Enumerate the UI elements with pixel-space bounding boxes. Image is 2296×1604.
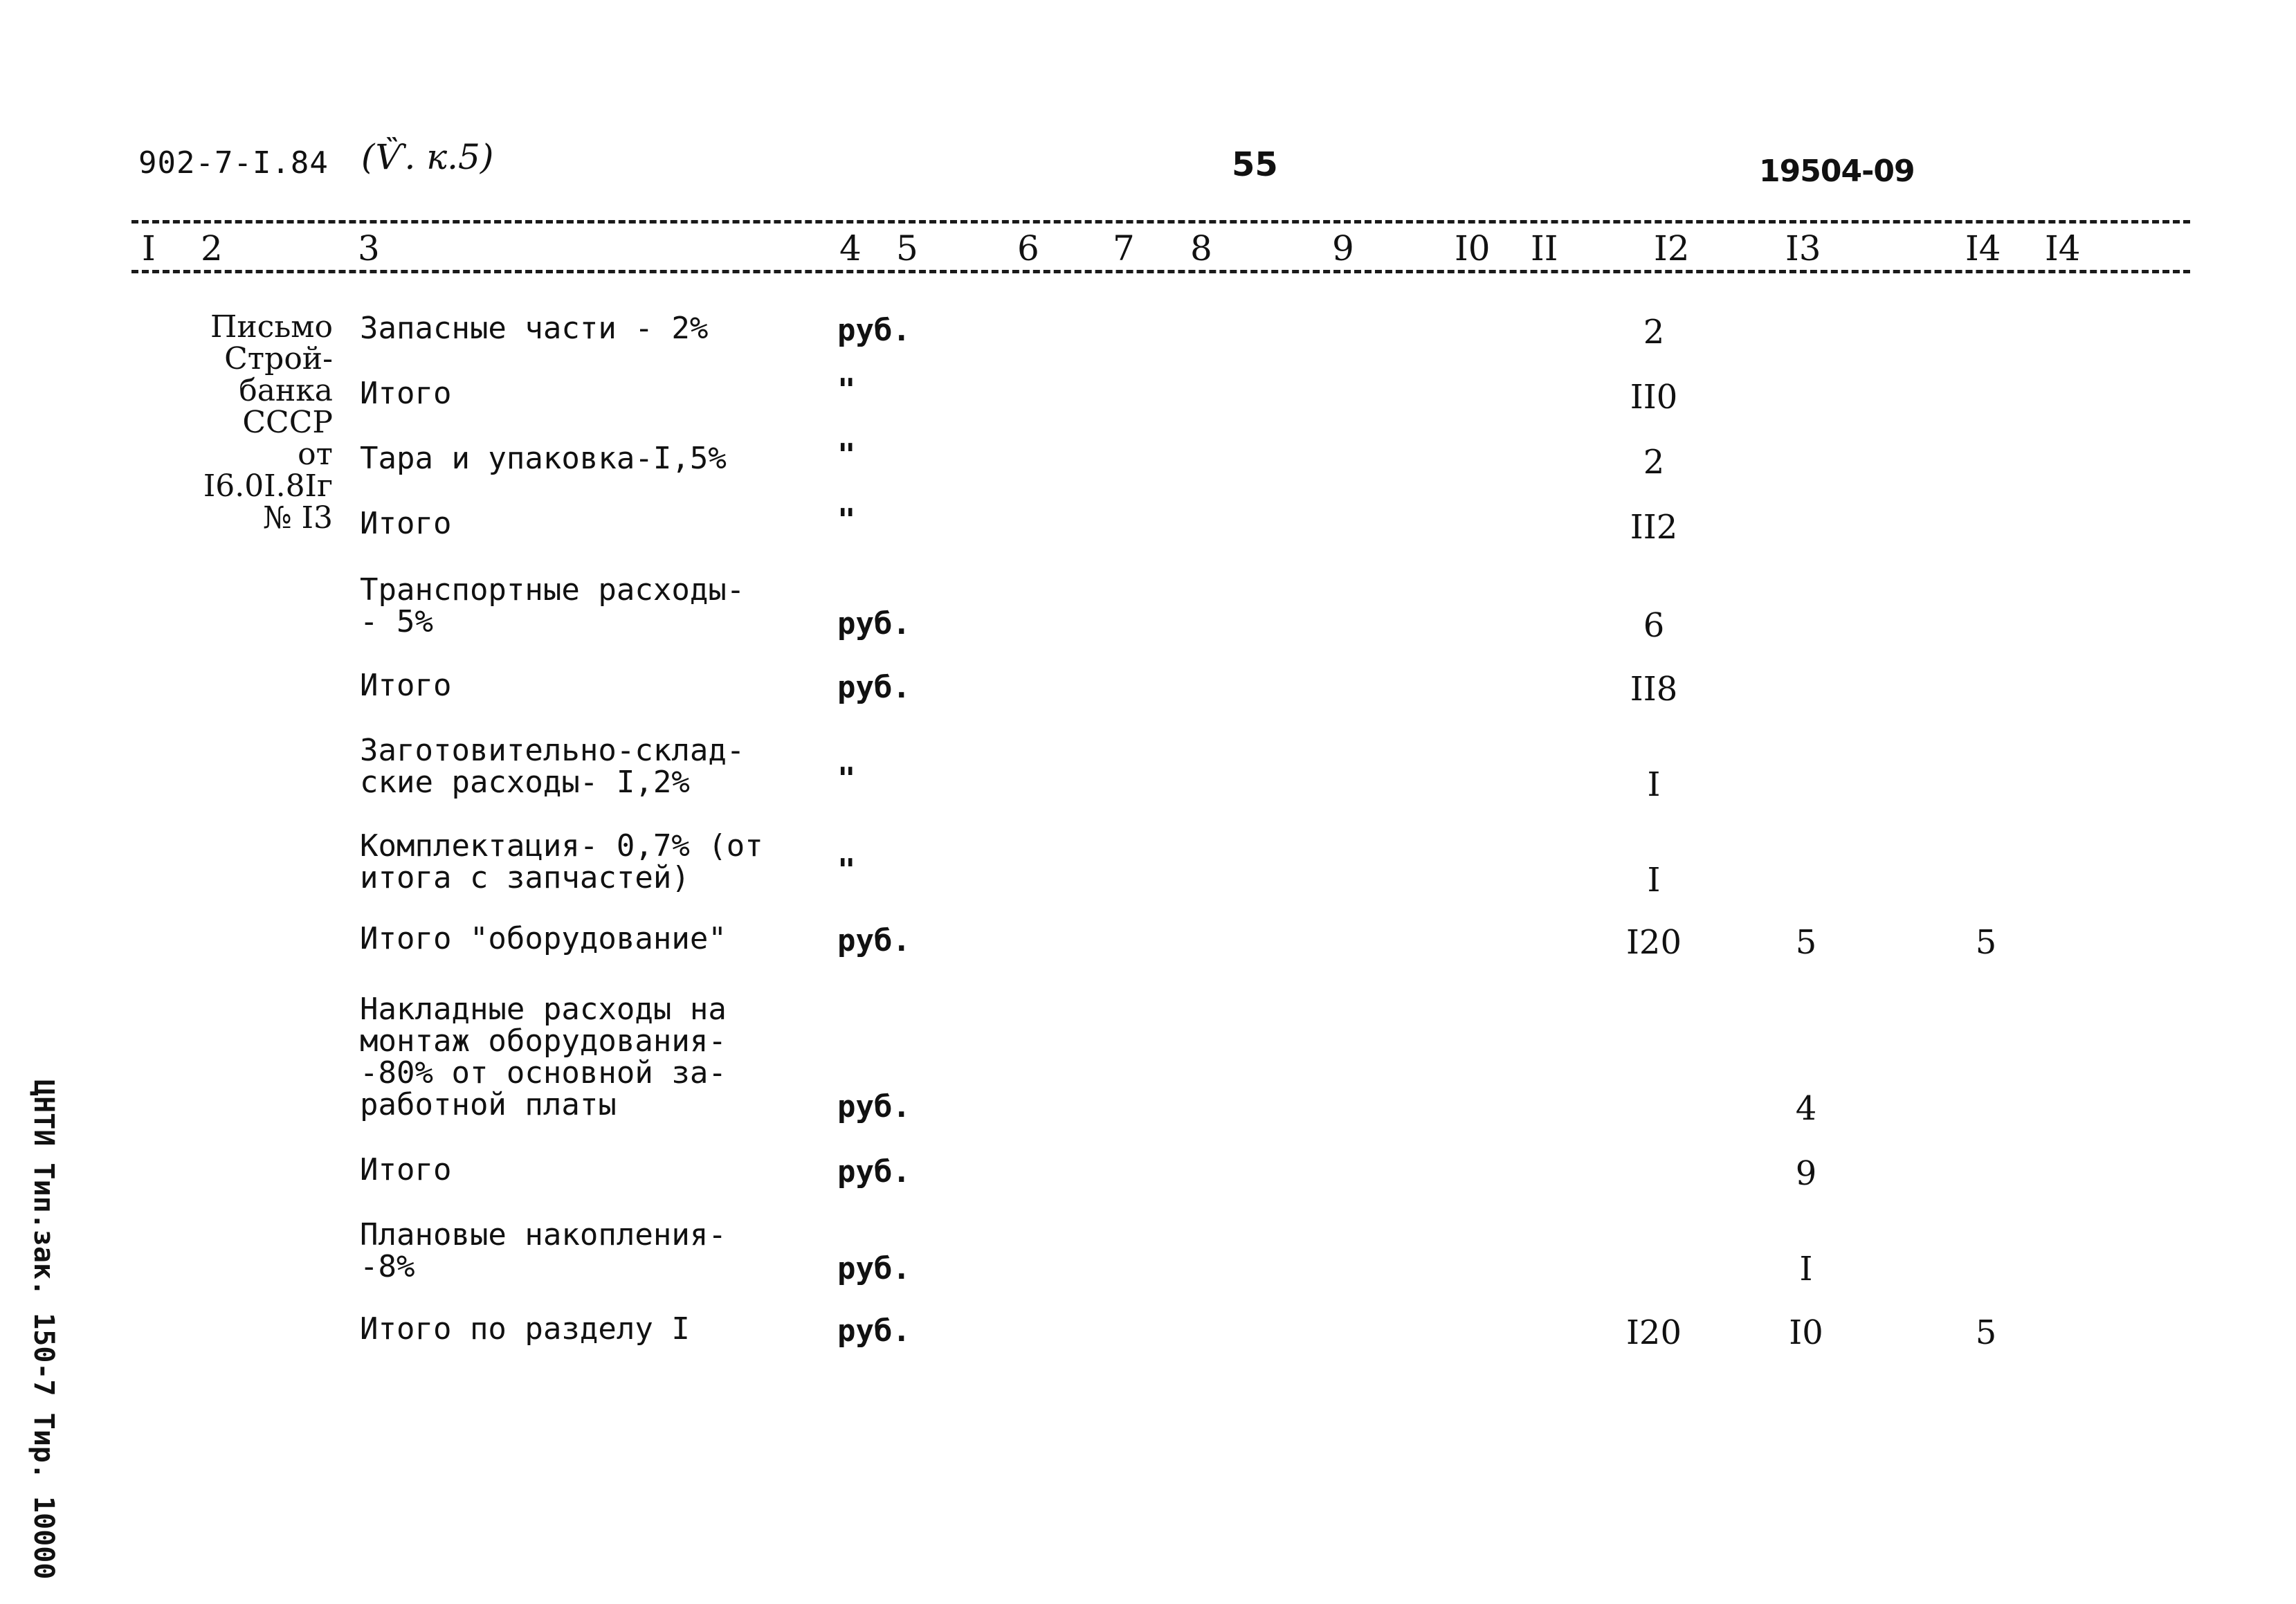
column-number: 2 (201, 228, 223, 268)
row-name: Тара и упаковка-I,5% (360, 441, 727, 476)
header-rule-bottom (131, 270, 2190, 273)
row-unit: руб. (837, 923, 911, 958)
row-col13: 4 (1795, 1089, 1817, 1128)
row-col12: I (1647, 861, 1661, 900)
source-note-line: № I3 (263, 500, 333, 536)
column-numbers-row (0, 228, 2296, 270)
row-unit: руб. (837, 1313, 911, 1349)
column-number: II (1531, 228, 1558, 268)
row-col12: I20 (1625, 923, 1682, 962)
row-unit: руб. (837, 1089, 911, 1124)
column-number: 9 (1332, 228, 1354, 268)
column-number: 6 (1017, 228, 1039, 268)
page-number: 55 (1232, 145, 1278, 184)
source-note-line: Строй- (224, 341, 333, 376)
row-unit: " (837, 502, 856, 538)
row-unit: руб. (837, 670, 911, 705)
column-number: I4 (1965, 228, 2001, 268)
row-name: Итого (360, 668, 452, 703)
row-name: Плановые накопления- -8% (360, 1217, 727, 1284)
source-note (136, 311, 333, 534)
row-name: Транспортные расходы- - 5% (360, 572, 745, 639)
row-name: Комплектация- 0,7% (от итога с запчастей) (360, 828, 763, 895)
source-note-line: банка (239, 373, 333, 408)
row-unit: руб. (837, 1154, 911, 1190)
document-stamp: 19504-09 (1759, 154, 1915, 189)
row-col13: I (1799, 1250, 1813, 1288)
row-name: Итого (360, 506, 452, 541)
row-unit: " (837, 372, 856, 408)
row-col12: II8 (1630, 670, 1678, 709)
column-number: 8 (1190, 228, 1212, 268)
column-number: 7 (1113, 228, 1135, 268)
row-name: Итого "оборудование" (360, 921, 727, 956)
handwritten-note: (Ѷ. к.5) (361, 137, 494, 177)
row-col12: II2 (1630, 508, 1678, 547)
row-col13: 9 (1795, 1154, 1817, 1193)
row-col12: 6 (1643, 606, 1665, 645)
row-unit: руб. (837, 606, 911, 641)
column-number: 4 (839, 228, 862, 268)
row-name: Запасные части - 2% (360, 311, 709, 346)
source-note-line: СССР (242, 405, 333, 440)
header-rule-top (131, 220, 2190, 224)
column-number: I0 (1455, 228, 1491, 268)
printer-imprint: ЦНТИ Тип.зак. 150-7 Тир. 10000 (28, 1079, 60, 1580)
row-col12: I20 (1625, 1313, 1682, 1352)
row-unit: " (837, 853, 856, 888)
source-note-line: Письмо (210, 309, 333, 345)
row-col13: 5 (1795, 923, 1817, 962)
source-note-line: I6.0I.8Iг (203, 468, 333, 504)
row-col13: I0 (1789, 1313, 1823, 1352)
row-name: Итого по разделу I (360, 1311, 690, 1347)
column-number: 3 (358, 228, 380, 268)
row-col12: II0 (1630, 378, 1678, 417)
row-col12: I (1647, 765, 1661, 804)
row-unit: " (837, 761, 856, 796)
row-col14: 5 (1975, 1313, 1997, 1352)
row-unit: руб. (837, 313, 911, 348)
row-unit: руб. (837, 1251, 911, 1286)
column-number: I2 (1654, 228, 1690, 268)
column-number: I (142, 228, 156, 268)
row-name: Итого (360, 376, 452, 411)
row-name: Итого (360, 1152, 452, 1187)
row-name: Накладные расходы на монтаж оборудования- -80% от основной за- работной платы (360, 992, 727, 1122)
row-col12: 2 (1643, 313, 1665, 352)
row-col14: 5 (1975, 923, 1997, 962)
column-number: I4 (2045, 228, 2081, 268)
row-unit: " (837, 437, 856, 473)
source-note-line: от (298, 437, 333, 472)
column-number: I3 (1785, 228, 1821, 268)
document-code: 902-7-I.84 (138, 145, 329, 181)
row-name: Заготовительно-склад- ские расходы- I,2% (360, 733, 745, 800)
row-col12: 2 (1643, 443, 1665, 482)
column-number: 5 (896, 228, 918, 268)
